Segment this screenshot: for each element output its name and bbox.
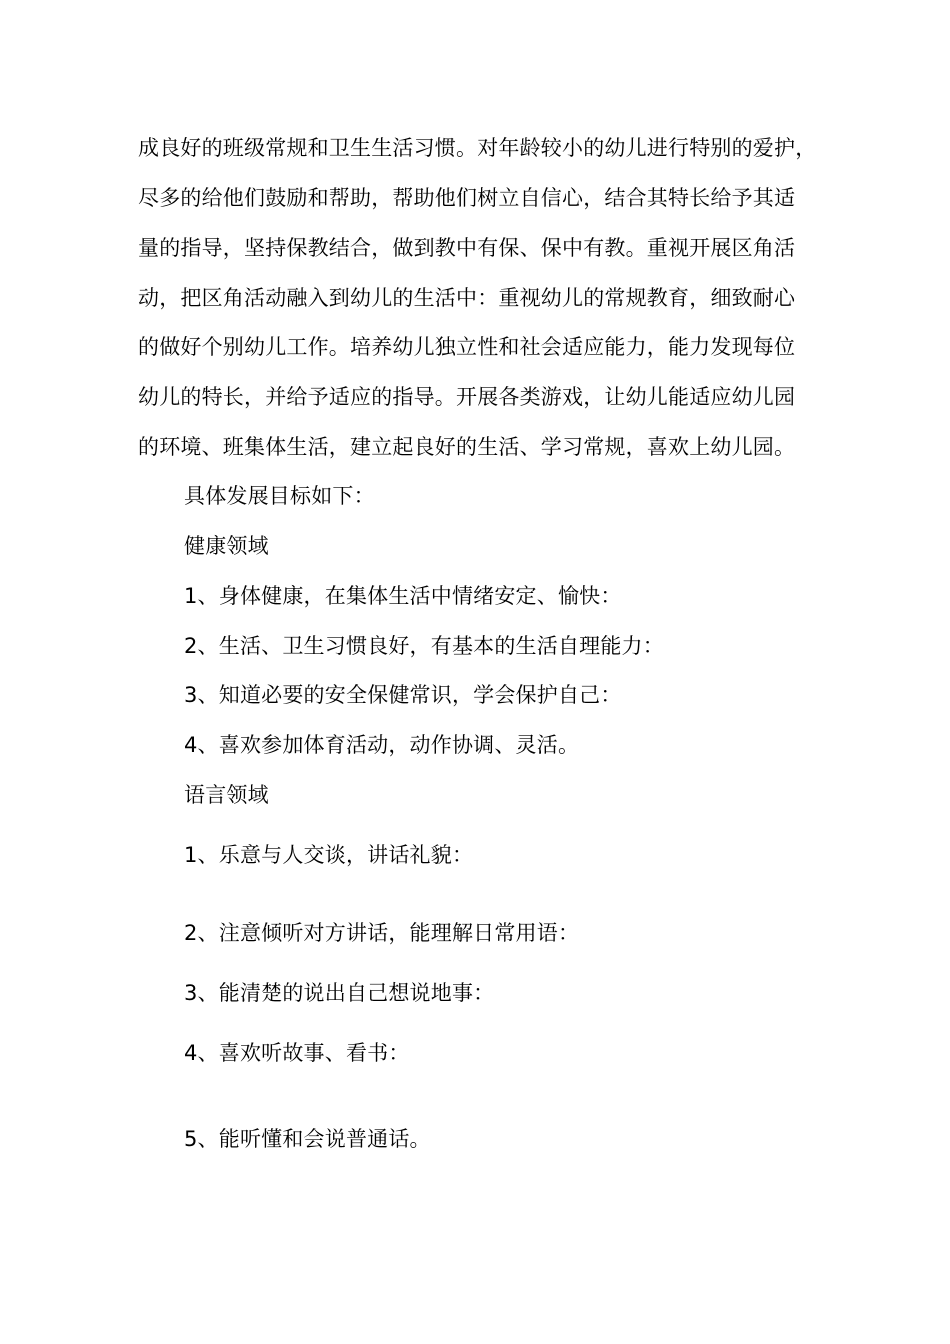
health-item: 4、喜欢参加体育活动，动作协调、灵活。 — [184, 733, 580, 757]
paragraph-line: 的环境、班集体生活，建立起良好的生活、学习常规，喜欢上幼儿园。 — [138, 435, 796, 459]
paragraph-line: 的做好个别幼儿工作。培养幼儿独立性和社会适应能力，能力发现每位 — [138, 335, 796, 359]
paragraph-line: 尽多的给他们鼓励和帮助，帮助他们树立自信心，结合其特长给予其适 — [138, 186, 796, 210]
paragraph-line: 量的指导，坚持保教结合，做到教中有保、保中有教。重视开展区角活 — [138, 236, 796, 260]
language-heading: 语言领域 — [184, 783, 269, 807]
paragraph-line: 幼儿的特长，并给予适应的指导。开展各类游戏，让幼儿能适应幼儿园 — [138, 385, 796, 409]
language-item: 1、乐意与人交谈，讲话礼貌： — [184, 843, 474, 867]
health-item: 1、身体健康，在集体生活中情绪安定、愉快： — [184, 584, 622, 608]
paragraph-line: 成良好的班级常规和卫生生活习惯。对年龄较小的幼儿进行特别的爱护， — [138, 136, 817, 160]
language-item: 3、能清楚的说出自己想说地事： — [184, 981, 495, 1005]
health-heading: 健康领域 — [184, 534, 269, 558]
language-item: 4、喜欢听故事、看书： — [184, 1041, 410, 1065]
goals-intro: 具体发展目标如下： — [184, 484, 375, 508]
language-item: 5、能听懂和会说普通话。 — [184, 1127, 431, 1151]
language-item: 2、注意倾听对方讲话，能理解日常用语： — [184, 921, 580, 945]
health-item: 3、知道必要的安全保健常识，学会保护自己： — [184, 683, 622, 707]
health-item: 2、生活、卫生习惯良好，有基本的生活自理能力： — [184, 634, 664, 658]
paragraph-line: 动，把区角活动融入到幼儿的生活中：重视幼儿的常规教育，细致耐心 — [138, 286, 796, 310]
